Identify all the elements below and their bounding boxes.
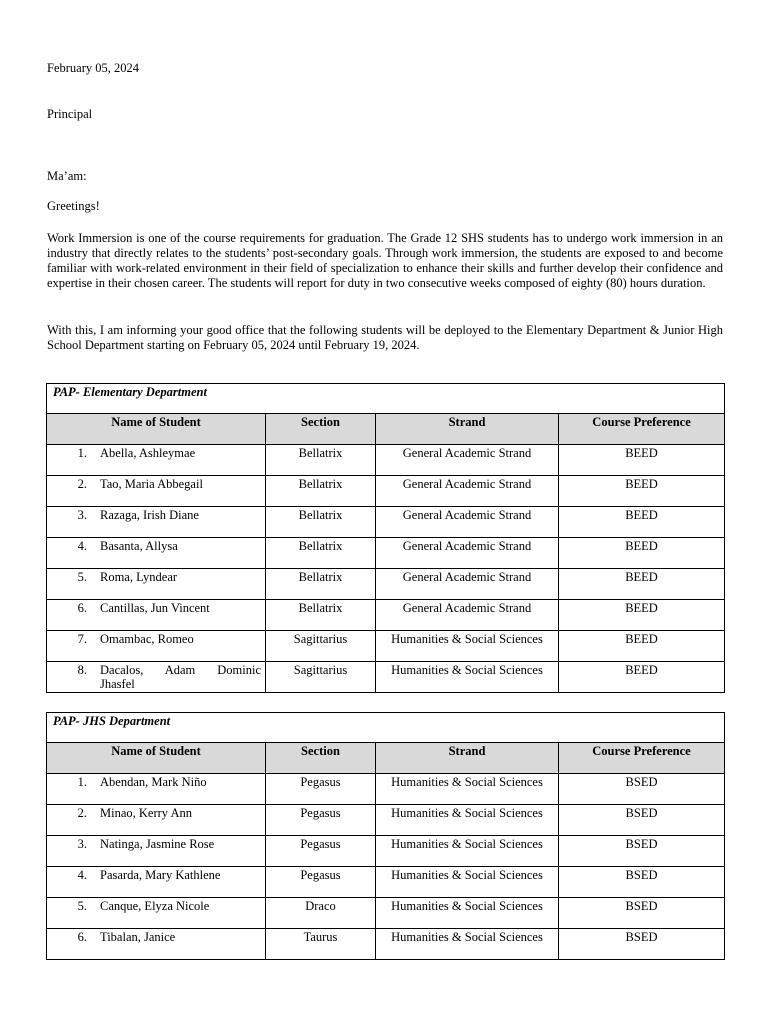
row-number: 2.: [77, 477, 87, 491]
column-header-section: Section: [266, 743, 376, 774]
student-section: Pegasus: [266, 867, 376, 898]
letter-salutation: Ma’am:: [47, 169, 87, 183]
student-name-cell: [47, 662, 266, 693]
student-strand: Humanities & Social Sciences: [376, 631, 559, 662]
student-name: Tibalan, Janice: [100, 930, 176, 944]
table-row: [47, 662, 725, 693]
jhs-table-title: PAP- JHS Department: [47, 713, 725, 743]
student-name: Razaga, Irish Diane: [100, 508, 199, 522]
student-course: BEED: [559, 445, 725, 476]
student-strand: General Academic Strand: [376, 569, 559, 600]
row-number: 1.: [77, 446, 87, 460]
student-strand: Humanities & Social Sciences: [376, 774, 559, 805]
column-header-section: Section: [266, 414, 376, 445]
table-row: [47, 507, 725, 538]
student-name-cell: [47, 774, 266, 805]
student-section: Bellatrix: [266, 445, 376, 476]
student-name: Cantillas, Jun Vincent: [100, 601, 210, 615]
row-number: 6.: [77, 930, 87, 944]
student-name-cell: [47, 569, 266, 600]
student-name: Omambac, Romeo: [100, 632, 194, 646]
row-number: 6.: [77, 601, 87, 615]
column-header-course: Course Preference: [559, 743, 725, 774]
column-header-strand: Strand: [376, 743, 559, 774]
student-name-cell: [47, 507, 266, 538]
student-name-cell: [47, 898, 266, 929]
letter-paragraph-1: Work Immersion is one of the course requirements for graduation. The Grade 12 SHS students has to undergo work immersion in an industry that directly relates to the students’ post-secondary goals. Through work immersion, the students are exposed to and become familiar with work-related environment in their field of specialization to enhance their skills and further develop their confidence and expertise in their chosen career. The students will report for duty in two consecutive weeks composed of eighty (80) hours duration.: [47, 231, 723, 290]
student-name-cell: [47, 538, 266, 569]
student-strand: General Academic Strand: [376, 445, 559, 476]
student-strand: General Academic Strand: [376, 538, 559, 569]
row-number: 8.: [77, 663, 87, 677]
table-row: [47, 836, 725, 867]
student-strand: General Academic Strand: [376, 507, 559, 538]
row-number: 5.: [77, 899, 87, 913]
student-name: Tao, Maria Abbegail: [100, 477, 203, 491]
elementary-table-title: PAP- Elementary Department: [47, 384, 725, 414]
student-section: Pegasus: [266, 836, 376, 867]
student-course: BEED: [559, 538, 725, 569]
table-row: [47, 898, 725, 929]
student-name-cell: [47, 836, 266, 867]
column-header-name: Name of Student: [47, 743, 266, 774]
elementary-table: [46, 383, 725, 693]
student-name: Dacalos, Adam Dominic Jhasfel: [100, 663, 261, 691]
student-name: Minao, Kerry Ann: [100, 806, 192, 820]
student-strand: General Academic Strand: [376, 600, 559, 631]
table-row: [47, 929, 725, 960]
student-name-cell: [47, 631, 266, 662]
table-row: [47, 600, 725, 631]
student-strand: Humanities & Social Sciences: [376, 867, 559, 898]
student-name-cell: [47, 805, 266, 836]
student-course: BEED: [559, 631, 725, 662]
table-row: [47, 445, 725, 476]
student-strand: Humanities & Social Sciences: [376, 898, 559, 929]
student-name: Canque, Elyza Nicole: [100, 899, 210, 913]
student-name-cell: [47, 445, 266, 476]
student-course: BEED: [559, 662, 725, 693]
student-name: Natinga, Jasmine Rose: [100, 837, 215, 851]
table-row: [47, 538, 725, 569]
student-section: Draco: [266, 898, 376, 929]
student-name-cell: [47, 867, 266, 898]
table-row: [47, 476, 725, 507]
student-course: BEED: [559, 600, 725, 631]
student-course: BSED: [559, 774, 725, 805]
table-row: [47, 774, 725, 805]
row-number: 4.: [77, 539, 87, 553]
column-header-strand: Strand: [376, 414, 559, 445]
table-row: [47, 631, 725, 662]
student-section: Bellatrix: [266, 507, 376, 538]
student-course: BSED: [559, 929, 725, 960]
letter-date: February 05, 2024: [47, 61, 139, 75]
student-course: BEED: [559, 476, 725, 507]
student-strand: Humanities & Social Sciences: [376, 662, 559, 693]
student-name: Pasarda, Mary Kathlene: [100, 868, 221, 882]
row-number: 7.: [77, 632, 87, 646]
student-strand: Humanities & Social Sciences: [376, 805, 559, 836]
row-number: 1.: [77, 775, 87, 789]
letter-recipient: Principal: [47, 107, 93, 121]
jhs-table: [46, 712, 725, 960]
student-name: Abella, Ashleymae: [100, 446, 196, 460]
student-name-cell: [47, 476, 266, 507]
table-row: [47, 867, 725, 898]
student-strand: Humanities & Social Sciences: [376, 836, 559, 867]
student-section: Bellatrix: [266, 476, 376, 507]
student-course: BSED: [559, 836, 725, 867]
student-name: Roma, Lyndear: [100, 570, 178, 584]
student-name: Basanta, Allysa: [100, 539, 178, 553]
student-name: Abendan, Mark Niño: [100, 775, 207, 789]
student-section: Sagittarius: [266, 631, 376, 662]
table-row: [47, 805, 725, 836]
column-header-name: Name of Student: [47, 414, 266, 445]
row-number: 3.: [77, 837, 87, 851]
student-course: BEED: [559, 507, 725, 538]
student-name-cell: [47, 600, 266, 631]
student-section: Bellatrix: [266, 569, 376, 600]
student-course: BSED: [559, 867, 725, 898]
student-section: Taurus: [266, 929, 376, 960]
row-number: 2.: [77, 806, 87, 820]
student-section: Pegasus: [266, 805, 376, 836]
column-header-course: Course Preference: [559, 414, 725, 445]
student-section: Bellatrix: [266, 538, 376, 569]
student-section: Pegasus: [266, 774, 376, 805]
student-course: BSED: [559, 805, 725, 836]
student-section: Bellatrix: [266, 600, 376, 631]
student-course: BEED: [559, 569, 725, 600]
student-name-cell: [47, 929, 266, 960]
row-number: 3.: [77, 508, 87, 522]
letter-greeting: Greetings!: [47, 199, 100, 213]
student-strand: General Academic Strand: [376, 476, 559, 507]
letter-paragraph-2: With this, I am informing your good office that the following students will be deployed to the Elementary Department & Junior High School Department starting on February 05, 2024 until February 19, 2024.: [47, 323, 723, 352]
student-strand: Humanities & Social Sciences: [376, 929, 559, 960]
table-row: [47, 569, 725, 600]
row-number: 5.: [77, 570, 87, 584]
student-course: BSED: [559, 898, 725, 929]
row-number: 4.: [77, 868, 87, 882]
student-section: Sagittarius: [266, 662, 376, 693]
